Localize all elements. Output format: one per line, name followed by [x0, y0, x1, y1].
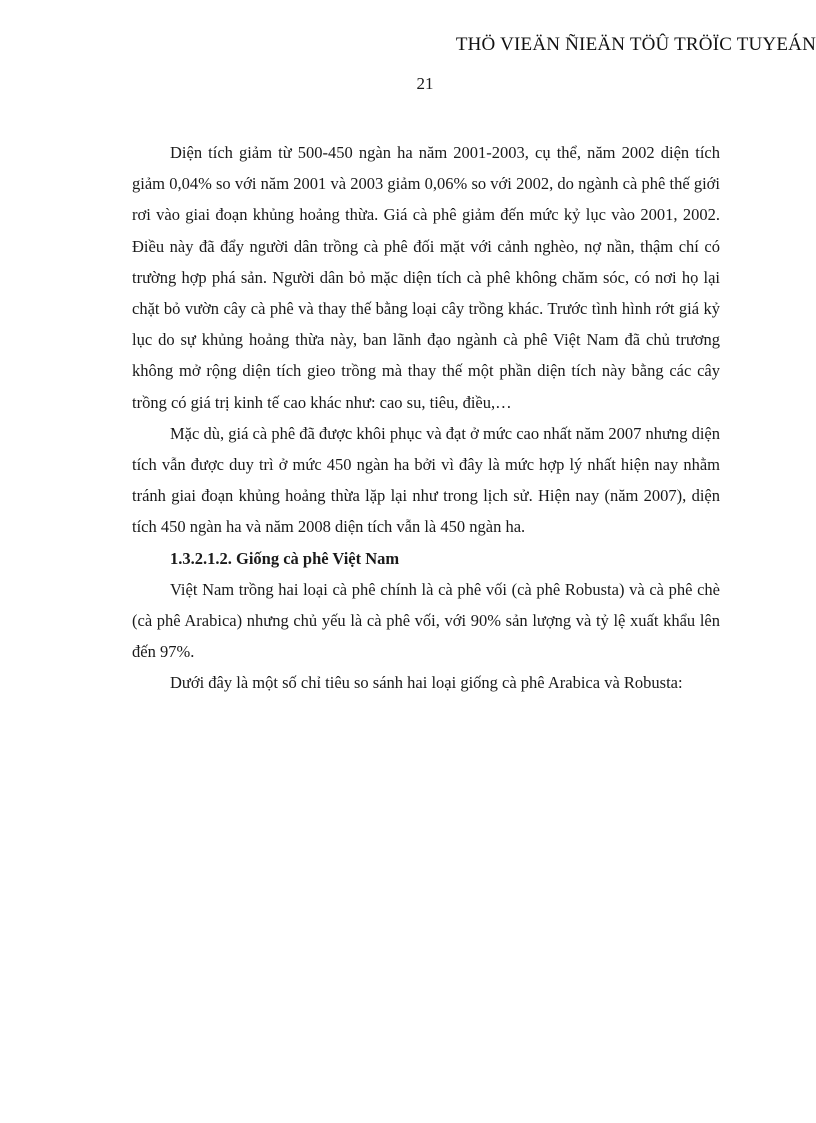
paragraph: Mặc dù, giá cà phê đã được khôi phục và đạt ở mức cao nhất năm 2007 nhưng diện tích vẫn được duy trì ở mức 450 ngàn ha bởi vì đây là mức hợp lý nhất hiện nay nhằm tránh giai đoạn khủng hoảng thừa lặp lại như trong lịch sử. Hiện nay (năm 2007), diện tích 450 ngàn ha và năm 2008 diện tích vẫn là 450 ngàn ha.: [132, 423, 720, 537]
page-number: 21: [416, 74, 434, 93]
header-title: THÖ VIEÄN ÑIEÄN TÖÛ TRÖÏC TUYEÁN: [455, 34, 816, 55]
section-heading: 1.3.2.1.2. Giống cà phê Việt Nam: [170, 548, 400, 568]
paragraph: Việt Nam trồng hai loại cà phê chính là cà phê vối (cà phê Robusta) và cà phê chè (cà phê Arabica) nhưng chủ yếu là cà phê vối, với 90% sản lượng và tỷ lệ xuất khẩu lên đến 97%.: [132, 579, 720, 662]
paragraph: Dưới đây là một số chỉ tiêu so sánh hai loại giống cà phê Arabica và Robusta:: [170, 673, 683, 693]
paragraph: Diện tích giảm từ 500-450 ngàn ha năm 2001-2003, cụ thể, năm 2002 diện tích giảm 0,04% so với năm 2001 và 2003 giảm 0,06% so với 2002, do ngành cà phê thế giới rơi vào giai đoạn khủng hoảng thừa. Giá cà phê giảm đến mức kỷ lục vào 2001, 2002. Điều này đã đẩy người dân trồng cà phê đối mặt với cảnh nghèo, nợ nần, thậm chí có trường hợp phá sản. Người dân bỏ mặc diện tích cà phê không chăm sóc, có nơi họ lại chặt bỏ vườn cây cà phê và thay thế bằng loại cây trồng khác. Trước tình hình rớt giá kỷ lục do sự khủng hoảng thừa này, ban lãnh đạo ngành cà phê Việt Nam đã chủ trương không mở rộng diện tích gieo trồng mà thay thế một phần diện tích này bằng các cây trồng có giá trị kinh tế cao khác như: cao su, tiêu, điều,…: [132, 143, 720, 412]
document-body: [132, 137, 720, 699]
